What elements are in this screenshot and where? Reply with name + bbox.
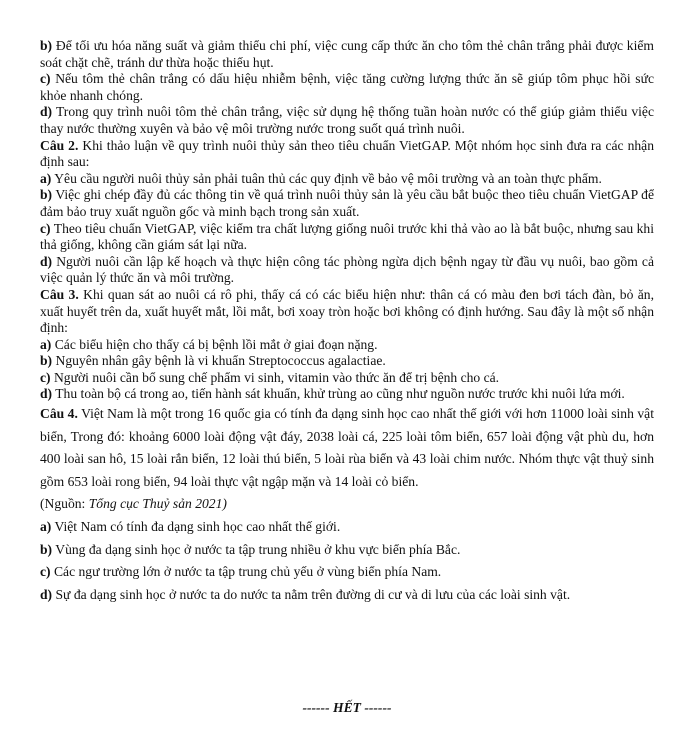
item-text: Vùng đa dạng sinh học ở nước ta tập trung nhiều ở khu vực biển phía Bắc. xyxy=(55,541,461,557)
q3-item-a xyxy=(40,337,654,354)
q2-item-c xyxy=(40,221,654,254)
item-label: c) xyxy=(40,71,51,87)
q4-source xyxy=(40,493,654,516)
item-text: Các biểu hiện cho thấy cá bị bệnh lồi mắt ở giai đoạn nặng. xyxy=(54,336,378,352)
item-label: b) xyxy=(40,187,53,203)
item-text: Để tối ưu hóa năng suất và giảm thiểu chi phí, việc cung cấp thức ăn cho tôm thẻ chân trắng phải được kiểm soát chặt chẽ, tránh dư thừa hoặc thiếu hụt. xyxy=(40,38,654,70)
item-text: Nguyên nhân gây bệnh là vi khuẩn Streptococcus agalactiae. xyxy=(55,353,386,369)
question-stem: Khi quan sát ao nuôi cá rô phi, thấy cá có các biểu hiện như: thân cá có màu đen bơi tách đàn, bỏ ăn, xuất huyết trên da, xuất huyết mắt, lồi mắt, bơi xoay tròn hoặc bơi không có định hướng. Sau đây là một số nhận định: xyxy=(40,286,654,336)
q3-item-b xyxy=(40,353,654,370)
item-label: d) xyxy=(40,586,53,602)
item-text: Nếu tôm thẻ chân trắng có dấu hiệu nhiễm bệnh, việc tăng cường lượng thức ăn sẽ giúp tôm phục hồi sức khỏe nhanh chóng. xyxy=(40,71,654,103)
q4-item-a xyxy=(40,516,654,539)
q4-item-c xyxy=(40,561,654,584)
q1-item-d xyxy=(40,104,654,137)
item-text: Sự đa dạng sinh học ở nước ta do nước ta nằm trên đường di cư và di lưu của các loài sinh vật. xyxy=(55,586,571,602)
item-label: a) xyxy=(40,519,52,535)
q2-item-d xyxy=(40,254,654,287)
item-label: c) xyxy=(40,564,51,580)
item-label: d) xyxy=(40,386,53,402)
item-text: Trong quy trình nuôi tôm thẻ chân trắng, việc sử dụng hệ thống tuần hoàn nước có thể giúp giảm thiểu việc thay nước thường xuyên và bảo vệ môi trường nước trong suốt quá trình nuôi. xyxy=(40,104,654,136)
item-label: a) xyxy=(40,170,52,186)
item-text: Yêu cầu người nuôi thủy sản phải tuân thủ các quy định về bảo vệ môi trường và an toàn thực phẩm. xyxy=(54,170,602,186)
q3-item-d xyxy=(40,386,654,403)
item-label: b) xyxy=(40,353,53,369)
source-name: Tổng cục Thuỷ sản 2021) xyxy=(88,496,227,512)
item-text: Việc ghi chép đầy đủ các thông tin về quá trình nuôi thủy sản là yêu cầu bắt buộc theo tiêu chuẩn VietGAP để đảm bảo truy xuất nguồn gốc và minh bạch trong sản xuất. xyxy=(40,187,654,219)
q4-stem xyxy=(40,403,654,493)
item-text: Người nuôi cần lập kế hoạch và thực hiện công tác phòng ngừa dịch bệnh ngay từ đầu vụ nuôi, bao gồm cả việc quản lý thức ăn và môi trường. xyxy=(40,253,654,286)
item-label: a) xyxy=(40,336,52,352)
item-text: Thu toàn bộ cá trong ao, tiến hành sát khuẩn, khử trùng ao cũng như nguồn nước trước khi nuôi lứa mới. xyxy=(55,386,625,402)
question-label: Câu 2. xyxy=(40,137,79,153)
question-label: Câu 4. xyxy=(40,406,78,422)
item-label: b) xyxy=(40,541,53,557)
q2-item-b xyxy=(40,187,654,220)
item-label: c) xyxy=(40,220,51,236)
q1-item-c xyxy=(40,71,654,104)
item-label: b) xyxy=(40,38,53,53)
question-stem: Việt Nam là một trong 16 quốc gia có tính đa dạng sinh học cao nhất thế giới với hơn 11000 loài sinh vật biển, Trong đó: khoảng 6000 loài động vật đáy, 2038 loài cá, 225 loài tôm biển, 657 loài động vật phù du, hơn 400 loài san hô, 15 loài rắn biển, 12 loài thú biển, 5 loài rùa biển và 43 loài chim nước. Nhóm thực vật thuỷ sinh gồm 653 loài rong biển, 94 loài thực vật ngập mặn và 14 loài cỏ biển. xyxy=(40,406,654,489)
item-label: d) xyxy=(40,253,53,269)
q4-item-b xyxy=(40,539,654,562)
q2-stem xyxy=(40,138,654,171)
q3-item-c xyxy=(40,370,654,387)
item-label: d) xyxy=(40,104,53,120)
q4-item-d xyxy=(40,584,654,607)
q1-item-b xyxy=(40,38,654,71)
item-text: Việt Nam có tính đa dạng sinh học cao nhất thế giới. xyxy=(54,519,341,535)
item-text: Người nuôi cần bổ sung chế phẩm vi sinh, vitamin vào thức ăn để trị bệnh cho cá. xyxy=(53,369,500,385)
q3-stem xyxy=(40,287,654,337)
end-marker: ------ HẾT ------ xyxy=(302,700,392,715)
question-label: Câu 3. xyxy=(40,286,79,302)
item-label: c) xyxy=(40,369,51,385)
item-text: Theo tiêu chuẩn VietGAP, việc kiểm tra chất lượng giống nuôi trước khi thả vào ao là bắt buộc, nhưng sau khi thả giống, không cần giám sát lại nữa. xyxy=(40,220,654,253)
q2-item-a xyxy=(40,171,654,188)
source-prefix: (Nguồn: xyxy=(40,496,89,512)
question-stem: Khi thảo luận về quy trình nuôi thủy sản theo tiêu chuẩn VietGAP. Một nhóm học sinh đưa ra các nhận định sau: xyxy=(40,137,654,170)
item-text: Các ngư trường lớn ở nước ta tập trung chủ yếu ở vùng biển phía Nam. xyxy=(53,564,442,580)
